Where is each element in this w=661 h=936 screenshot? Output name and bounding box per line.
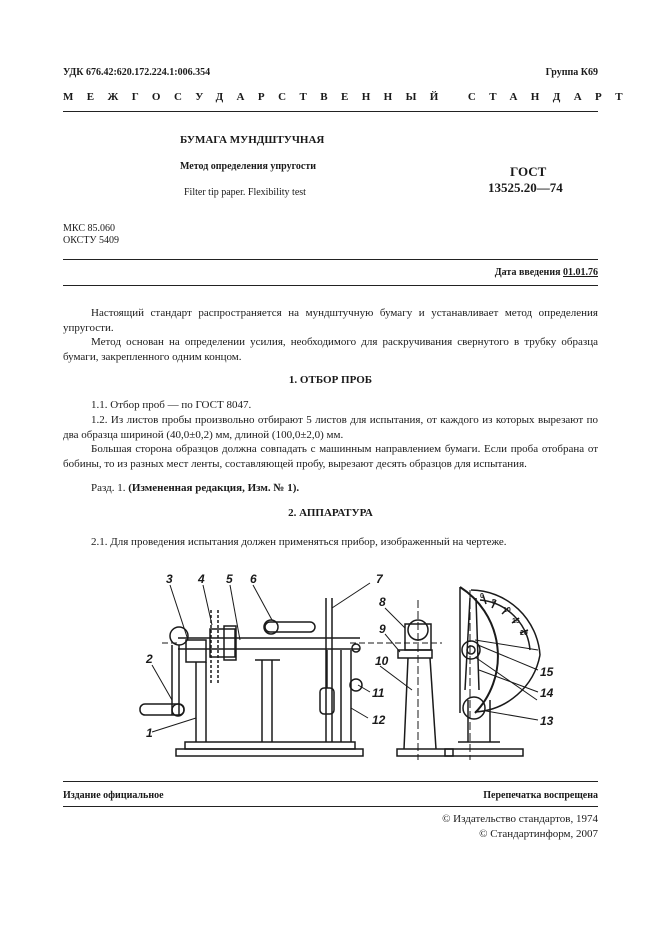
english-title: Filter tip paper. Flexibility test xyxy=(184,187,306,198)
copyright-1974: © Издательство стандартов, 1974 xyxy=(442,813,598,825)
gost-label: ГОСТ xyxy=(510,164,547,179)
copyright-2007: © Стандартинформ, 2007 xyxy=(479,828,598,840)
intro-paragraph-1: Настоящий стандарт распространяется на мундштучную бумагу и устанавливает метод определения упругости. xyxy=(63,307,598,334)
callout-14: 14 xyxy=(540,686,554,700)
left-base-plate xyxy=(176,749,363,756)
callout-6: 6 xyxy=(250,572,257,586)
official-edition: Издание официальное xyxy=(63,790,164,801)
clause-1-3: Большая сторона образцов должна совпадать с машинным направлением бумаги. Если проба отобрана от бобины, то из разных мест ленты, составляющей пробу, вырезают десять образцов для испытания. xyxy=(63,443,598,470)
callout-3: 3 xyxy=(166,572,173,586)
callout-15: 15 xyxy=(540,665,554,679)
clause-1-1: 1.1. Отбор проб — по ГОСТ 8047. xyxy=(91,399,252,411)
amendment-prefix: Разд. 1. xyxy=(91,482,126,494)
intro-paragraph-2: Метод основан на определении усилия, необходимого для раскручивания свернутого в трубку образца бумаги, закрепленного одним концом. xyxy=(63,336,598,363)
callout-13: 13 xyxy=(540,714,554,728)
footer-rule-2 xyxy=(63,806,598,807)
section-2-heading: 2. АППАРАТУРА xyxy=(288,507,373,519)
clause-2-1: 2.1. Для проведения испытания должен применяться прибор, изображенный на чертеже. xyxy=(91,536,507,548)
document-subtitle: Метод определения упругости xyxy=(180,161,317,172)
gost-number: 13525.20—74 xyxy=(488,180,563,195)
standard-banner: МЕЖГОСУДАРСТВЕННЫЙ СТАНДАРТ xyxy=(63,91,637,103)
effective-date-label: Дата введения xyxy=(494,267,561,278)
callout-1: 1 xyxy=(146,726,153,740)
callout-2: 2 xyxy=(146,652,153,666)
callout-7: 7 xyxy=(376,572,383,586)
callout-12: 12 xyxy=(372,713,386,727)
effective-date-value: 01.01.76 xyxy=(563,267,598,278)
callout-10: 10 xyxy=(375,654,389,668)
section-1-heading: 1. ОТБОР ПРОБ xyxy=(288,374,373,386)
callout-4: 4 xyxy=(198,572,205,586)
scale-label-15: 15 xyxy=(512,618,520,625)
callout-8: 8 xyxy=(379,595,386,609)
amendment-text: (Измененная редакция, Изм. № 1). xyxy=(128,482,300,494)
document-title: БУМАГА МУНДШТУЧНАЯ xyxy=(180,134,325,146)
scale-label-20: 20 xyxy=(520,630,528,637)
reprint-prohibited: Перепечатка воспрещена xyxy=(483,790,598,801)
scale-label-0: 0 xyxy=(480,593,484,600)
callout-11: 11 xyxy=(372,686,385,700)
okstu-code: ОКСТУ 5409 xyxy=(63,235,120,246)
scale-label-5: 5 xyxy=(492,599,496,606)
udk-code: УДК 676.42:620.172.224.1:006.354 xyxy=(63,67,211,78)
scale-label-10: 10 xyxy=(503,607,511,614)
mks-code: МКС 85.060 xyxy=(63,223,115,234)
group-code: Группа К69 xyxy=(545,67,598,78)
callout-5: 5 xyxy=(226,572,233,586)
callout-9: 9 xyxy=(379,622,386,636)
clause-1-2: 1.2. Из листов пробы произвольно отбирают 5 листов для испытания, от каждого из которых вырезают по два образца шириной (40,0±0,2) мм, длиной (100,0±2,0) мм. xyxy=(63,414,598,441)
footer-rule xyxy=(63,781,598,782)
